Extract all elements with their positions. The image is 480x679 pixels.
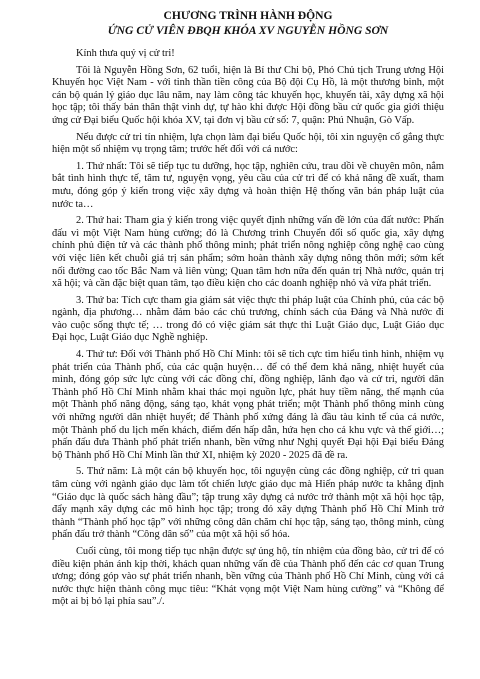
paragraph-task-2: 2. Thứ hai: Tham gia ý kiến trong việc quyết định những vấn đề lớn của đất nước: Phấn đấu vì một Việt Nam hùng cường; đó là Chương trình Chuyển đổi số quốc gia, xây dựng chính phủ điện tử và các thành phố thông minh; phát triển nông nghiệp công nghệ cao cùng với việc liên kết chuỗi giá trị sản phẩm; sớm hoàn thành xây dựng nông thôn mới; sớm kết nối đường cao tốc Bắc Nam và liên vùng; Quan tâm hơn nữa đến quản trị Nhà nước, quản trị xã hội; và cần đặc biệt quan tâm, tạo điều kiện cho các doanh nghiệp nhỏ và vừa phát triển. xyxy=(52,215,444,290)
paragraph-task-3: 3. Thứ ba: Tích cực tham gia giám sát việc thực thi pháp luật của Chính phủ, của các bộ ngành, địa phương… nhằm đảm bảo các chủ trương, chính sách của Đảng và Nhà nước đi vào cuộc sống thực tế; … trong đó có việc giám sát thực thi Luật Giáo dục, Luật Giáo dục Đại học, Luật Giáo dục Nghề nghiệp. xyxy=(52,294,444,344)
greeting: Kính thưa quý vị cử tri! xyxy=(76,48,175,59)
document-subtitle: ỨNG CỬ VIÊN ĐBQH KHÓA XV NGUYỄN HỒNG SƠN xyxy=(107,24,389,37)
paragraph-intro: Tôi là Nguyễn Hồng Sơn, 62 tuổi, hiện là Bí thư Chi bộ, Phó Chủ tịch Trung ương Hội Khuyến học Việt Nam - với tinh thần tiền công của Bộ đội Cụ Hồ, là một thương binh, một cán bộ quản lý giáo dục lâu năm, nay làm công tác khuyến học, khuyến tài, xây dựng xã hội học tập; tôi thấy bản thân thật vinh dự, tự hào khi được Hội đồng bầu cử quốc gia giới thiệu ứng cử Đại biểu Quốc hội khóa XV, tại đơn vị bầu cử số: 7, quận: Phú Nhuận, Gò Vấp. xyxy=(52,64,444,126)
document-title: CHƯƠNG TRÌNH HÀNH ĐỘNG xyxy=(163,9,333,22)
paragraph-commitment: Nếu được cử tri tín nhiệm, lựa chọn làm đại biểu Quốc hội, tôi xin nguyện cố gắng thực hiện một số nhiệm vụ trọng tâm; trước hết đối với cá nước: xyxy=(52,131,444,156)
paragraph-task-4: 4. Thứ tư: Đối với Thành phố Hồ Chí Minh: tôi sẽ tích cực tìm hiểu tình hình, nhiệm vụ phát triển của Thành phố, của các quận huyện… để có thể đem khả năng, nhiệt huyết của mình, đóng góp sức lực cùng với các đồng chí, đồng nghiệp, lãnh đạo và cử tri, người dân Thành phố Hồ Chí Minh nhằm khai thác mọi nguồn lực, phát huy tiềm năng, thế mạnh của một Thành phố năng động, sáng tạo, khát vọng phát triển; một Thành phố thông minh cùng với những người dân nhiệt huyết; để Thành phố xứng đáng là đầu tàu kinh tế của cả nước, một Thành phố du lịch mến khách, điểm đến hấp dẫn, hứa hẹn cho cả khu vực và thế giới…; phấn đấu đưa Thành phố phát triển nhanh, bền vững như Nghị quyết Đại hội Đại biểu Đảng bộ Thành phố Hồ Chí Minh lần thứ XI, nhiệm kỳ 2020 - 2025 đã đề ra. xyxy=(52,349,444,461)
paragraph-task-5: 5. Thứ năm: Là một cán bộ khuyến học, tôi nguyện cùng các đồng nghiệp, cử tri quan tâm cùng với ngành giáo dục làm tốt chiến lược giáo dục mà Hiến pháp nước ta khẳng định “Giáo dục là quốc sách hàng đầu”; tập trung xây dựng cả nước trở thành một xã hội học tập, đẩy mạnh xây dựng các mô hình học tập; trong đó xây dựng Thành phố Hồ Chí Minh trở thành “Thành phố học tập” với những công dân chăm chỉ học tập, sáng tạo, thông minh, cùng phấn đấu trở thành “Công dân số” của một xã hội số hóa. xyxy=(52,466,444,541)
paragraph-closing: Cuối cùng, tôi mong tiếp tục nhận được sự ủng hộ, tín nhiệm của đồng bào, cử tri để có điều kiện phản ánh kịp thời, khách quan những vấn đề của Thành phố đến các cơ quan Trung ương; đóng góp vào sự phát triển nhanh, bền vững của Thành phố Hồ Chí Minh, cùng với cả nước thực hiện thành công mục tiêu: “Khát vọng một Việt Nam hùng cường” và “Không để một ai bị bỏ lại phía sau”./. xyxy=(52,545,444,608)
paragraph-task-1: 1. Thứ nhất: Tôi sẽ tiếp tục tu dưỡng, học tập, nghiên cứu, trau dồi về chuyên môn, nắm bắt tình hình thực tế, tâm tư, nguyện vọng, yêu cầu của cử tri để có khả năng đề xuất, tham mưu, đóng góp ý kiến trong việc xây dựng và hoàn thiện Hệ thống văn bản pháp luật của nước ta… xyxy=(52,160,444,210)
